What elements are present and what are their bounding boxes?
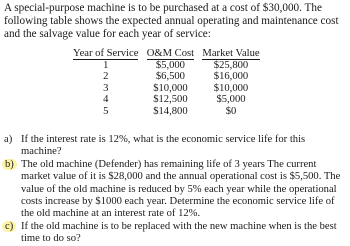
- cell-year: 2: [103, 71, 109, 83]
- question-c: [4, 221, 346, 246]
- header-om-cost: O&M Cost: [146, 48, 195, 59]
- cost-table: [70, 48, 263, 118]
- cell-om-cost: $10,000: [153, 82, 188, 94]
- cell-market-value: $16,000: [213, 71, 249, 83]
- cell-market-value: $0: [225, 105, 237, 117]
- question-text: If the old machine is to be replaced with the new machine when is the best time to do so?: [21, 220, 337, 245]
- cell-year: 1: [103, 59, 109, 71]
- table-row: [70, 94, 263, 106]
- cell-year: 3: [103, 82, 109, 94]
- table-row: [70, 60, 263, 72]
- cell-market-value: $25,800: [213, 59, 249, 71]
- table-row: [70, 106, 263, 118]
- problem-intro: A special-purpose machine is to be purchased at a cost of $30,000. The following table shows the expected annual operating and maintenance cost and the salvage value for each year of service:: [4, 2, 339, 41]
- question-marker: a): [4, 134, 13, 145]
- question-b: [4, 159, 346, 221]
- header-year: Year of Service: [73, 48, 139, 59]
- cell-om-cost: $12,500: [153, 94, 188, 106]
- question-list: [4, 134, 346, 246]
- table-row: [70, 71, 263, 83]
- cell-om-cost: $14,800: [153, 105, 188, 117]
- marker-highlight: b): [2, 159, 17, 170]
- cell-year: 4: [103, 94, 109, 106]
- cell-om-cost: $5,000: [155, 59, 185, 71]
- question-text: If the interest rate is 12%, what is the economic service life for this machine?: [21, 134, 306, 158]
- table-row: [70, 83, 263, 95]
- header-market-value: Market Value: [202, 48, 260, 59]
- question-marker: [4, 159, 18, 171]
- question-text: The old machine (Defender) has remaining life of 3 years The current market value of it is $28,000 and the annual operational cost is $5,500. The value of the old machine is reduced by 5% each year while the operational costs increase by $1000 each year. Determine the economic service life of the old machine at an interest rate of 12%.: [21, 158, 341, 220]
- question-a: [4, 134, 346, 159]
- question-marker: [4, 221, 18, 233]
- cell-market-value: $5,000: [216, 94, 246, 106]
- marker-highlight: c): [2, 221, 16, 232]
- cell-om-cost: $6,500: [155, 71, 185, 83]
- cell-market-value: $10,000: [213, 82, 249, 94]
- table-header-row: [70, 48, 263, 60]
- cell-year: 5: [103, 105, 109, 117]
